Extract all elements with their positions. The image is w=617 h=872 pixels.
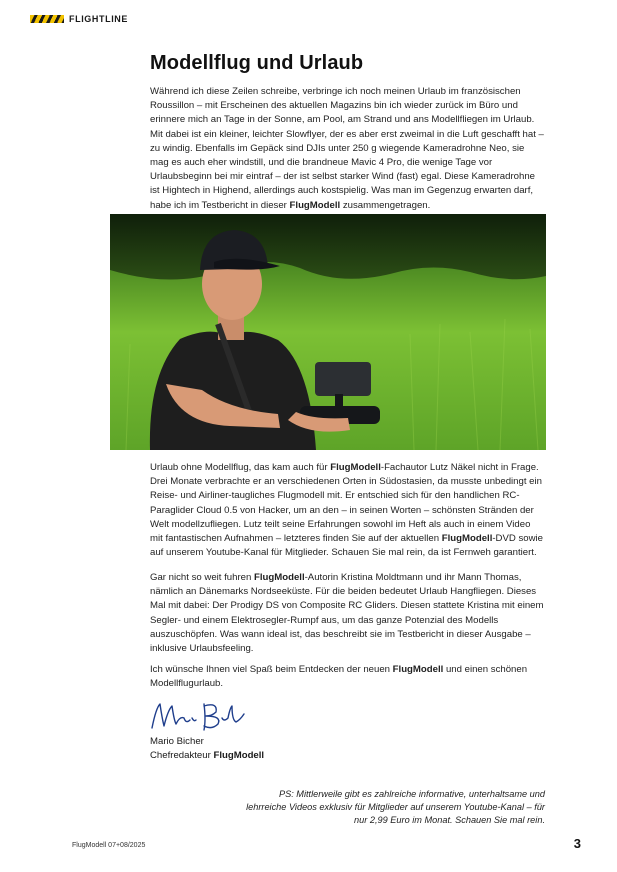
- author-photo: [110, 214, 546, 450]
- signature-role-brand: FlugModell: [213, 750, 265, 761]
- text-run: Während ich diese Zeilen schreibe, verbringe ich noch meinen Urlaub im französischen Roussillon – mit Erscheinen des aktuellen Magazins bin ich wieder zurück im Büro und erinnere mich an Tage in der Sonne, am Pool, am Strand und ans Modellfliegen im Urlaub. Mit dabei ist ein kleiner, leichter Slowflyer, der es aber erst zweimal in die Luft geschafft hat – zu windig. Ebenfalls im Gepäck sind DJIs unter 250 g wiegende Kameradrohne Neo, sie mag es auch eher windstill, und die brandneue Mavic 4 Pro, die wenige Tage vor Urlaubsbeginn bei mir eintraf – der ist selbst starker Wind (fast) egal. Diese Kameradrohne ist Hightech in Highend, allerdings auch kostspielig. Was man im Gegenzug erwarten darf, habe ich im Testbericht in dieser: [150, 86, 544, 211]
- brand-mention: FlugModell: [392, 664, 444, 675]
- article-title: Modellflug und Urlaub: [150, 52, 364, 74]
- text-run: -DVD sowie auf unserem Youtube-Kanal für Mitglieder. Schauen Sie mal rein, da ist Fernweh garantiert.: [150, 533, 544, 559]
- brand-mention: FlugModell: [441, 533, 493, 545]
- text-run: Gar nicht so weit fuhren: [150, 572, 254, 583]
- text-run: Ich wünsche Ihnen viel Spaß beim Entdecken der neuen: [150, 664, 393, 675]
- text-run: Urlaub ohne Modellflug, das kam auch für: [150, 462, 331, 473]
- handwritten-signature: [148, 698, 248, 734]
- text-run: und einen schönen Modellflugurlaub.: [150, 664, 528, 690]
- intro-paragraph: [150, 85, 545, 213]
- body-paragraph-2: [150, 571, 545, 656]
- signature-role: [150, 749, 264, 763]
- brand-name: FLIGHTLINE: [69, 14, 128, 24]
- brand-mention: FlugModell: [330, 462, 381, 473]
- text-run: zusammengetragen.: [340, 199, 431, 211]
- signature-name: Mario Bicher: [150, 736, 204, 747]
- brand-mention: FlugModell: [289, 199, 341, 211]
- page-number: 3: [573, 836, 581, 851]
- brand-mention: FlugModell: [253, 572, 305, 583]
- brand-header: [30, 13, 128, 25]
- text-run: -Autorin Kristina Moldtmann und ihr Mann Thomas, nämlich an Dänemarks Nordseeküste. Für die beiden bedeutet Urlaub Hangfliegen. Dieses Mal mit dabei: Der Prodigy DS von Composite RC Gliders. Diesen stattete Kristina mit einem Segler- und einem Elektrosegler-Rumpf aus, um das ganze Potenzial des Modells auszuschöpfen. Was wann ideal ist, das beschreibt sie im Testbericht in dieser Ausgabe – inklusive Urlaubsfeeling.: [150, 572, 544, 655]
- footer-issue: FlugModell 07+08/2025: [72, 842, 146, 849]
- brand-stripes-logo: [30, 15, 64, 23]
- body-paragraph-3: [150, 663, 545, 691]
- signature-role-title: Chefredakteur: [150, 750, 214, 761]
- text-run: -Fachautor Lutz Näkel nicht in Frage. Drei Monate verbrachte er an verschiedenen Orten in Südostasien, da musste unbedingt ein Reise- und Airliner-taugliches Flugmodell mit. Er entschied sich für den handlichen RC-Paraglider Cloud 0.5 von Hacker, um an den – in seinen Worten – schönsten Stränden der Welt modellzufliegen. Lutz teilt seine Erfahrungen sowohl im Heft als auch in einem Video mit fantastischen Aufnahmen – letzteres finden Sie auf der aktuellen: [150, 462, 542, 545]
- postscript: PS: Mittlerweile gibt es zahlreiche informative, unterhaltsame und lehrreiche Videos exklusiv für Mitglieder auf unserem Youtube-Kanal – für nur 2,99 Euro im Monat. Schauen Sie mal rein.: [246, 789, 545, 825]
- body-paragraph-1: [150, 461, 545, 560]
